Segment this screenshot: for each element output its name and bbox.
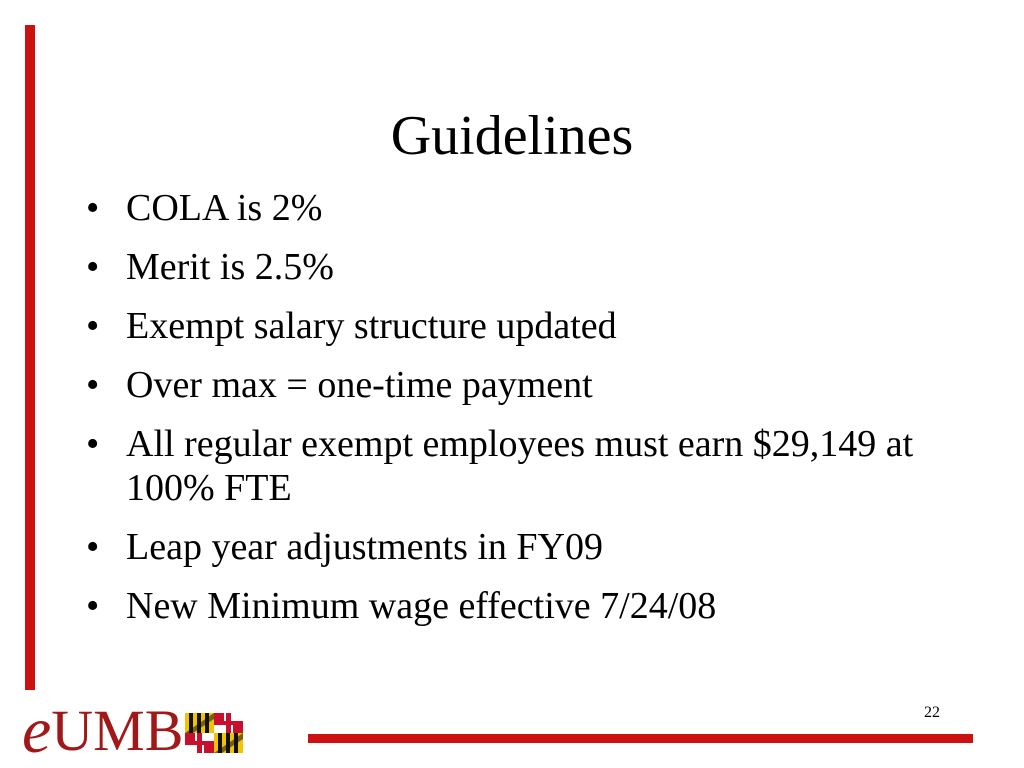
page-number: 22 [924,704,940,721]
bullet-text: All regular exempt employees must earn $29,149 at 100% FTE [126,423,914,509]
bullet-dot: • [86,187,100,229]
bullet-list [86,186,986,643]
bullet-text: Leap year adjustments in FY09 [126,526,604,568]
slide-title: Guidelines [390,105,634,167]
logo-name: UMB [51,698,184,763]
bullet-dot: • [86,526,100,568]
bullet-dot: • [86,364,100,406]
eumb-logo [22,694,243,767]
bullet-item [86,304,986,348]
bullet-item [86,363,986,407]
bullet-text: New Minimum wage effective 7/24/08 [126,585,717,627]
bullet-item [86,422,986,510]
bullet-item [86,584,986,628]
bullet-item [86,186,986,230]
bullet-text: Merit is 2.5% [126,246,334,288]
bullet-dot: • [86,585,100,627]
bullet-text: COLA is 2% [126,187,323,229]
logo-prefix: e [22,694,52,767]
bottom-accent-bar [308,734,973,743]
maryland-flag-icon [185,713,243,753]
bullet-item [86,525,986,569]
bullet-item [86,245,986,289]
bullet-text: Exempt salary structure updated [126,305,617,347]
bullet-text: Over max = one-time payment [126,364,593,406]
bullet-dot: • [86,246,100,288]
bullet-dot: • [86,423,100,465]
bullet-dot: • [86,305,100,347]
